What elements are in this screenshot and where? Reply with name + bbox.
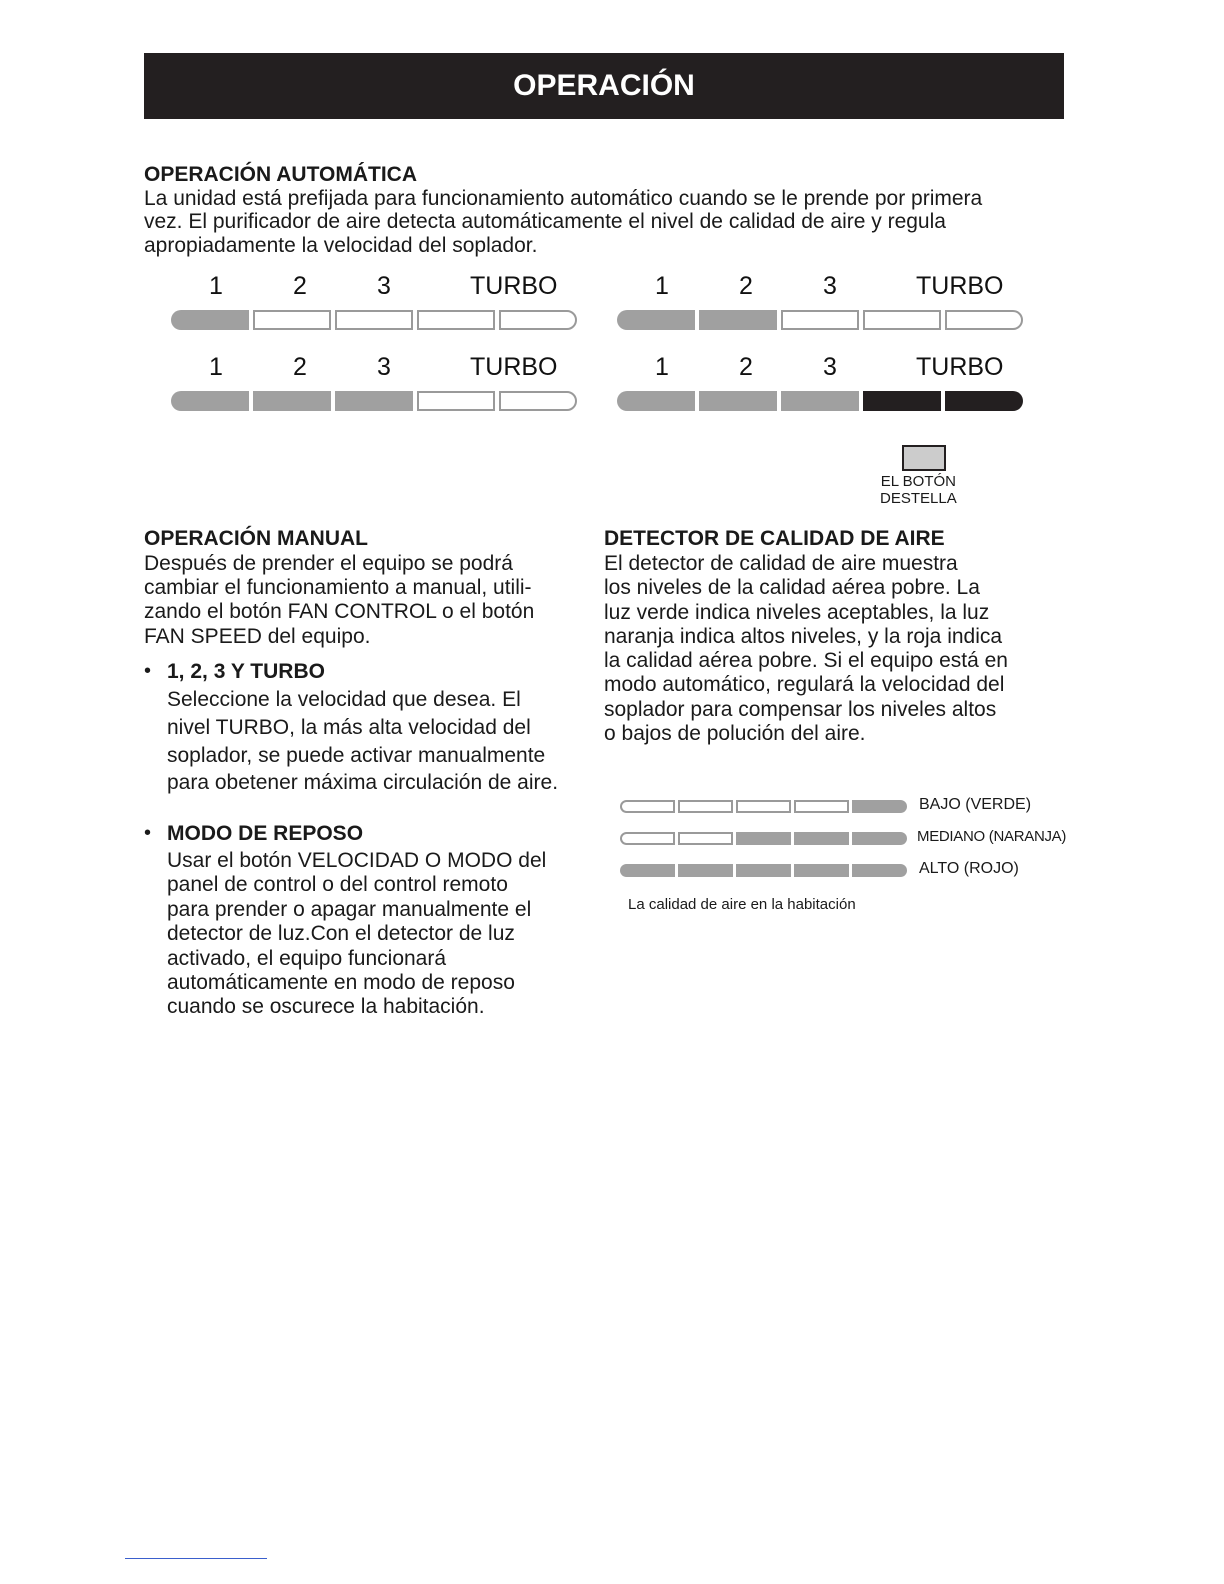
indicator-segment-gray — [335, 391, 413, 411]
text-line: la calidad aérea pobre. Si el equipo está en — [604, 649, 1008, 673]
bullet-text — [167, 686, 558, 797]
bullet-heading: 1, 2, 3 Y TURBO — [167, 660, 325, 683]
text-line: EL BOTÓN — [880, 473, 956, 490]
indicator-segment-gray — [617, 310, 695, 330]
speed-label: 3 — [823, 272, 837, 300]
text-line: o bajos de polución del aire. — [604, 722, 866, 746]
text-line: activado, el equipo funcionará — [167, 946, 447, 970]
text-line: modo automático, regulará la velocidad del — [604, 673, 1005, 697]
quality-segment-gray — [736, 864, 791, 877]
air-quality-bar — [620, 800, 907, 813]
indicator-segment-empty — [253, 310, 331, 330]
text-line: Seleccione la velocidad que desea. El — [167, 688, 521, 711]
text-line: los niveles de la calidad aérea pobre. La — [604, 576, 980, 600]
quality-segment-gray — [794, 864, 849, 877]
speed-indicator-bar — [617, 391, 1023, 411]
indicator-segment-empty — [499, 310, 577, 330]
speed-label: 2 — [293, 272, 307, 300]
speed-label: TURBO — [470, 353, 558, 381]
text-line: nivel TURBO, la más alta velocidad del — [167, 715, 531, 739]
indicator-segment-gray — [171, 310, 249, 330]
quality-segment-empty — [620, 832, 675, 845]
flash-button-label — [880, 473, 957, 507]
auto-heading: OPERACIÓN AUTOMÁTICA — [144, 163, 417, 186]
speed-indicator-bar — [617, 310, 1023, 330]
text-line: DESTELLA — [880, 490, 957, 507]
text-line: para obetener máxima circulación de aire. — [167, 771, 559, 795]
bullet-heading: MODO DE REPOSO — [167, 822, 364, 845]
text-line: naranja indica altos niveles, y la roja indica — [604, 624, 1003, 648]
text-line: vez. El purificador de aire detecta automáticamente el nivel de calidad de aire y regula — [144, 210, 946, 234]
text-line: panel de control o del control remoto — [167, 873, 508, 897]
speed-label: 1 — [209, 272, 223, 300]
indicator-segment-gray — [171, 391, 249, 411]
speed-label: 3 — [823, 353, 837, 381]
detector-text — [604, 552, 1008, 746]
text-line: La unidad está prefijada para funcionamiento automático cuando se le prende por primera — [144, 187, 983, 210]
speed-label: 1 — [209, 353, 223, 381]
auto-text — [144, 187, 982, 257]
text-line: soplador, se puede activar manualmente — [167, 743, 546, 767]
quality-segment-empty — [678, 832, 733, 845]
text-line: luz verde indica niveles aceptables, la luz — [604, 600, 990, 624]
speed-label: TURBO — [916, 272, 1004, 300]
text-line: cambiar el funcionamiento a manual, utili- — [144, 576, 532, 600]
bullet-text — [167, 849, 546, 1020]
quality-segment-gray — [620, 864, 675, 877]
section-banner: OPERACIÓN — [144, 53, 1064, 119]
text-line: El detector de calidad de aire muestra — [604, 552, 958, 575]
speed-indicator-bar — [171, 391, 577, 411]
indicator-segment-empty — [781, 310, 859, 330]
quality-segment-gray — [678, 864, 733, 877]
detector-heading: DETECTOR DE CALIDAD DE AIRE — [604, 527, 945, 550]
text-line: automáticamente en modo de reposo — [167, 971, 515, 995]
text-line: Usar el botón VELOCIDAD O MODO del — [167, 849, 547, 872]
indicator-segment-gray — [617, 391, 695, 411]
quality-segment-empty — [678, 800, 733, 813]
indicator-segment-dark — [863, 391, 941, 411]
indicator-segment-empty — [499, 391, 577, 411]
quality-segment-gray — [852, 832, 907, 845]
text-line: detector de luz.Con el detector de luz — [167, 922, 515, 946]
quality-segment-empty — [736, 800, 791, 813]
speed-label: 1 — [655, 353, 669, 381]
speed-label: TURBO — [470, 272, 558, 300]
footer-rule — [125, 1558, 267, 1559]
quality-segment-gray — [794, 832, 849, 845]
indicator-segment-gray — [699, 310, 777, 330]
speed-label: 3 — [377, 353, 391, 381]
text-line: zando el botón FAN CONTROL o el botón — [144, 600, 535, 624]
air-quality-label: ALTO (ROJO) — [919, 860, 1019, 877]
indicator-segment-empty — [863, 310, 941, 330]
flash-button-icon — [902, 445, 946, 471]
speed-label: TURBO — [916, 353, 1004, 381]
bullet-icon: • — [144, 660, 152, 682]
indicator-segment-gray — [781, 391, 859, 411]
indicator-segment-gray — [253, 391, 331, 411]
air-quality-bar — [620, 864, 907, 877]
speed-indicator-bar — [171, 310, 577, 330]
speed-label: 2 — [293, 353, 307, 381]
quality-segment-gray — [852, 864, 907, 877]
indicator-segment-dark — [945, 391, 1023, 411]
speed-label: 1 — [655, 272, 669, 300]
manual-heading: OPERACIÓN MANUAL — [144, 527, 368, 550]
speed-label: 3 — [377, 272, 391, 300]
bullet-icon: • — [144, 822, 152, 844]
manual-text — [144, 552, 534, 649]
quality-segment-empty — [794, 800, 849, 813]
speed-label: 2 — [739, 272, 753, 300]
indicator-segment-empty — [417, 310, 495, 330]
air-quality-label: MEDIANO (NARANJA) — [917, 828, 1067, 845]
air-quality-label: BAJO (VERDE) — [919, 796, 1032, 813]
text-line: apropiadamente la velocidad del soplador. — [144, 233, 538, 257]
quality-segment-gray — [736, 832, 791, 845]
speed-label: 2 — [739, 353, 753, 381]
indicator-segment-empty — [335, 310, 413, 330]
air-quality-caption: La calidad de aire en la habitación — [628, 896, 856, 913]
text-line: para prender o apagar manualmente el — [167, 897, 532, 921]
indicator-segment-gray — [699, 391, 777, 411]
quality-segment-gray — [852, 800, 907, 813]
text-line: cuando se oscurece la habitación. — [167, 995, 485, 1019]
text-line: FAN SPEED del equipo. — [144, 624, 371, 648]
quality-segment-empty — [620, 800, 675, 813]
indicator-segment-empty — [945, 310, 1023, 330]
text-line: soplador para compensar los niveles altos — [604, 697, 997, 721]
indicator-segment-empty — [417, 391, 495, 411]
text-line: Después de prender el equipo se podrá — [144, 552, 513, 575]
air-quality-bar — [620, 832, 907, 845]
